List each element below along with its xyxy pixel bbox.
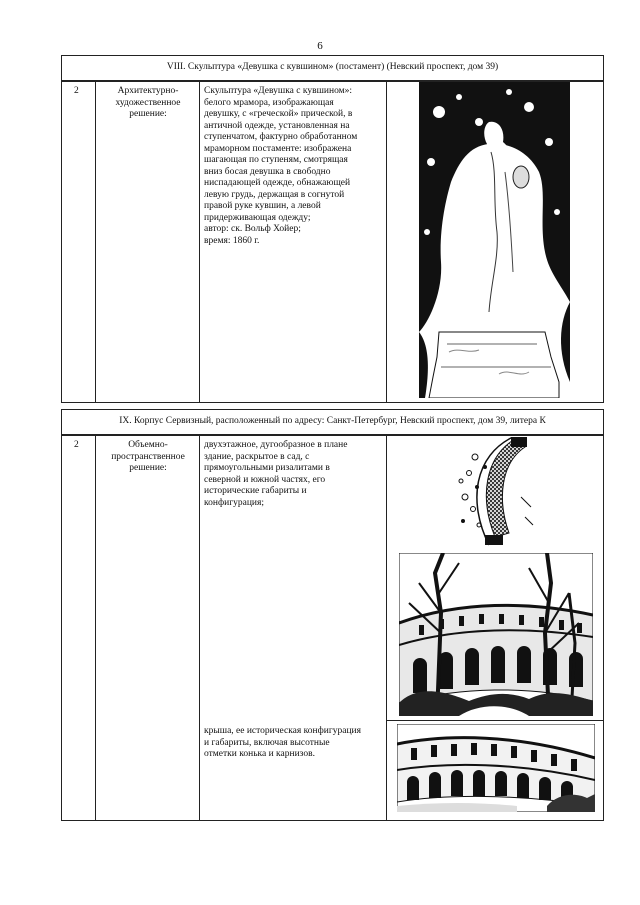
section-9-roof-description: крыша, ее историческая конфигурация и габариты, включая высотные отметки конька и карнизов. [204,726,361,759]
section-9-title: IX. Корпус Сервизный, расположенный по адресу: Санкт-Петербург, Невский проспект, дом 39, литера К [119,416,546,426]
site-plan-drawing [455,437,535,547]
section-9-row-label: Объемно- пространственное решение: [111,440,185,473]
section-8-row-description: Скульптура «Девушка с кувшином»: белого мрамора, изображающая девушку, с «греческой» прической, в античной одежде, установленная на ступенчатом, фактурно обработанном мраморном постаменте: изображена шагающая по ступеням, смотрящая вниз босая девушка в свободно ниспадающей одежде, обнажающей левую грудь, держащая в согнутой правой руке кувшин, а левой придерживающая одежду; автор: ск. Вольф Хойер; время: 1860 г. [204,86,358,246]
section-8-title: VIII. Скульптура «Девушка с кувшином» (постамент) (Невский проспект, дом 39) [166,62,499,72]
section-8-row-label: Архитектурно- художественное решение: [115,86,181,119]
section-9-row-description: двухэтажное, дугообразное в плане здание, раскрытое в сад, с прямоугольными ризалитами в северной и южной частях, его исторические габариты и конфигурация; [204,440,348,508]
sculpture-photo [419,82,570,398]
page-number: 6 [317,40,323,52]
building-facade-photo [397,724,595,812]
section-9-row-number: 2 [74,440,79,450]
building-courtyard-photo [399,553,593,716]
section-8-row-number: 2 [74,86,79,96]
